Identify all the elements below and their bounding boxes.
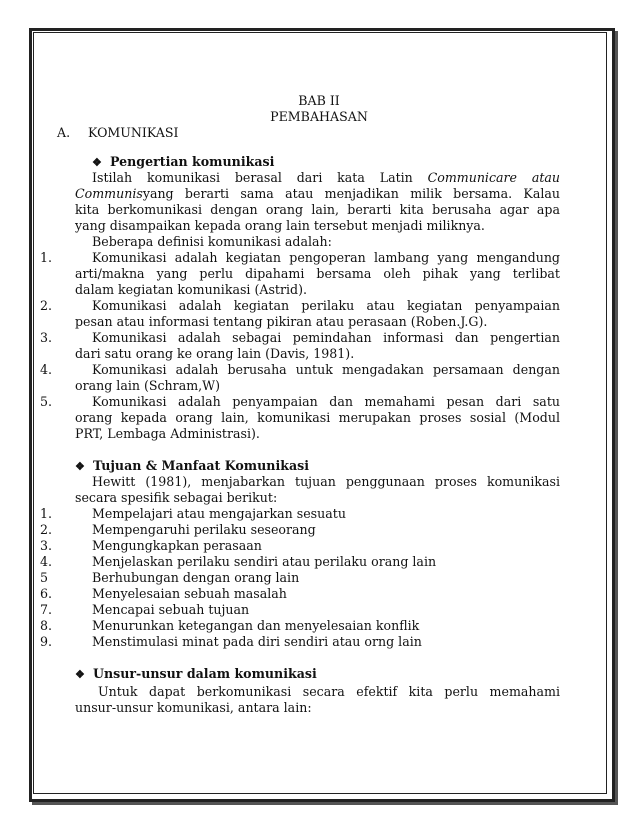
- list-item-line: pesan atau informasi tentang pikiran atau perasaan (Roben.J.G).: [75, 314, 488, 329]
- list-number: 1.: [40, 250, 53, 265]
- list-item: Menstimulasi minat pada diri sendiri atau orng lain: [92, 634, 422, 649]
- list-item-line: arti/makna yang perlu dipahami bersama oleh pihak yang terlibat: [75, 266, 560, 281]
- diamond-bullet-icon: ❖: [92, 156, 102, 169]
- list-item-line: orang lain (Schram,W): [75, 378, 221, 393]
- chapter-title: PEMBAHASAN: [270, 109, 368, 124]
- section-marker: A.: [57, 125, 71, 140]
- paragraph-line: Istilah komunikasi berasal dari kata Latin Communicare atau: [92, 170, 561, 185]
- list-item: Mencapai sebuah tujuan: [92, 602, 250, 617]
- list-number: 5: [40, 570, 49, 585]
- list-number: 5.: [40, 394, 53, 409]
- list-number: 8.: [40, 618, 53, 633]
- heading-tujuan: ❖ Tujuan & Manfaat Komunikasi: [75, 458, 309, 473]
- list-item-line: Komunikasi adalah kegiatan perilaku atau kegiatan penyampaian: [92, 298, 560, 313]
- heading-pengertian: ❖ Pengertian komunikasi: [92, 154, 275, 169]
- paragraph-line: Untuk dapat berkomunikasi secara efektif kita perlu memahami: [98, 684, 560, 699]
- paragraph-line: Communisyang berarti sama atau menjadikan milik bersama. Kalau: [75, 186, 560, 201]
- list-item: Menyelesaian sebuah masalah: [92, 586, 287, 601]
- list-item-line: Komunikasi adalah berusaha untuk mengadakan persamaan dengan: [92, 362, 560, 377]
- list-number: 4.: [40, 554, 53, 569]
- list-item: Mempengaruhi perilaku seseorang: [92, 522, 316, 537]
- list-item: Berhubungan dengan orang lain: [92, 570, 300, 585]
- paragraph-line: unsur-unsur komunikasi, antara lain:: [75, 700, 312, 715]
- heading-unsur: ❖ Unsur-unsur dalam komunikasi: [75, 666, 317, 681]
- paragraph-line: yang disampaikan kepada orang lain tersebut menjadi miliknya.: [75, 218, 485, 233]
- list-item-line: Komunikasi adalah penyampaian dan memahami pesan dari satu: [92, 394, 560, 409]
- list-item-line: Komunikasi adalah kegiatan pengoperan lambang yang mengandung: [92, 250, 560, 265]
- list-item: Menjelaskan perilaku sendiri atau perilaku orang lain: [92, 554, 437, 569]
- list-item-line: PRT, Lembaga Administrasi).: [75, 426, 260, 441]
- paragraph-line: secara spesifik sebagai berikut:: [75, 490, 278, 505]
- list-item-line: dalam kegiatan komunikasi (Astrid).: [75, 282, 308, 297]
- diamond-bullet-icon: ❖: [75, 668, 85, 681]
- list-item-line: dari satu orang ke orang lain (Davis, 1981).: [75, 346, 355, 361]
- list-item: Mengungkapkan perasaan: [92, 538, 262, 553]
- list-number: 7.: [40, 602, 53, 617]
- list-number: 9.: [40, 634, 53, 649]
- list-item: Menurunkan ketegangan dan menyelesaian konflik: [92, 618, 420, 633]
- section-title: KOMUNIKASI: [88, 125, 179, 140]
- list-item-line: Komunikasi adalah sebagai pemindahan informasi dan pengertian: [92, 330, 560, 345]
- list-number: 3.: [40, 330, 53, 345]
- paragraph-line: kita berkomunikasi dengan orang lain, berarti kita berusaha agar apa: [75, 202, 560, 217]
- list-number: 3.: [40, 538, 53, 553]
- list-number: 4.: [40, 362, 53, 377]
- paragraph-line: Hewitt (1981), menjabarkan tujuan penggunaan proses komunikasi: [92, 474, 560, 489]
- list-number: 6.: [40, 586, 53, 601]
- diamond-bullet-icon: ❖: [75, 460, 85, 473]
- list-number: 2.: [40, 298, 53, 313]
- list-number: 2.: [40, 522, 53, 537]
- list-number: 1.: [40, 506, 53, 521]
- list-item: Mempelajari atau mengajarkan sesuatu: [92, 506, 346, 521]
- definition-intro: Beberapa definisi komunikasi adalah:: [92, 234, 332, 249]
- chapter-number: BAB II: [298, 93, 340, 108]
- list-item-line: orang kepada orang lain, komunikasi merupakan proses sosial (Modul: [75, 410, 560, 425]
